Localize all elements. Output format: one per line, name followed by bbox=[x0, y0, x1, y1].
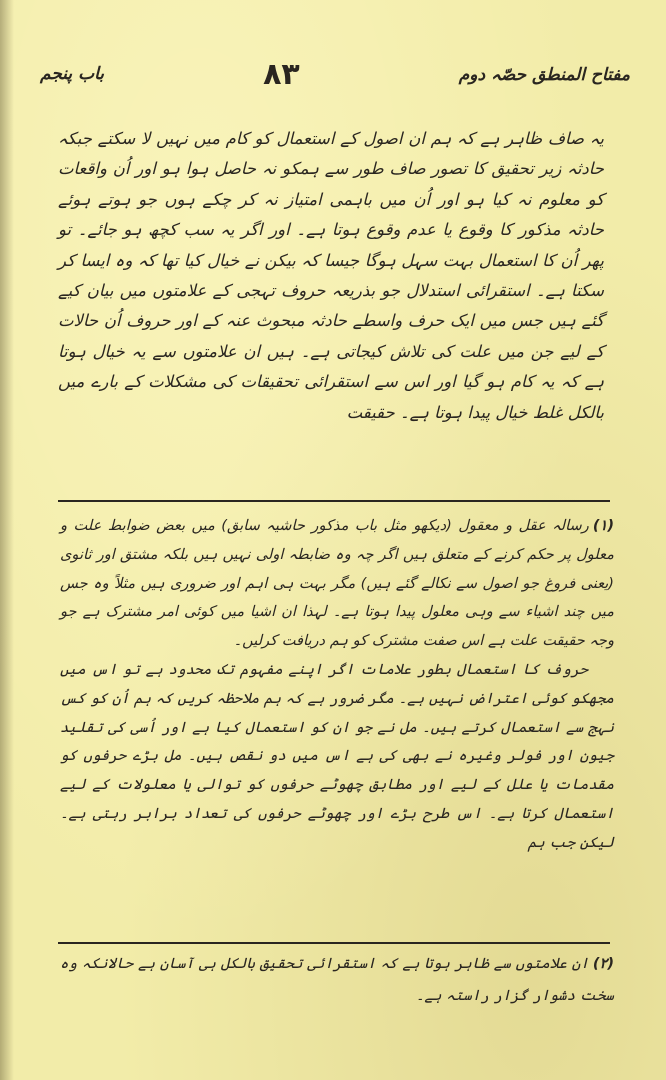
footnote-1-continuation: حروف کا استعمال بطور علامات اگر اپنے مفہوم تک محدود ہے تو اس میں مجھکو کوئی اعتراض نہیں ہے۔ مگر ضرور ہے کہ ہم ملاحظہ کریں کہ ہم اُن کو کس نہج سے استعمال کرتے ہیں۔ مل نے جو ان کو استعمال کیا ہے اور اُسی کی تقلید جیون اور فولر وغیرہ نے بھی کی ہے اس میں دو نقص ہیں۔ مل بڑے حرفوں کو مقدمات یا علل کے لیے اور مطابق چھوٹے حرفوں کو توالی یا معلولات کے لیے استعمال کرتا ہے۔ اس طرح بڑے اور چھوٹے حرفوں کی تعداد برابر رہتی ہے۔ لیکن جب ہم bbox=[60, 660, 614, 851]
page-number: ۸۳ bbox=[263, 56, 300, 92]
footnote-1-marker: (۱) bbox=[592, 517, 614, 534]
chapter-title: باب پنجم bbox=[40, 64, 104, 84]
footnote-2-marker: (۲) bbox=[592, 955, 614, 972]
main-text bbox=[58, 124, 604, 428]
footnote-2-text: ان علامتوں سے ظاہر ہوتا ہے کہ استقرائی تحقیق بالکل ہی آسان ہے حالانکہ وہ سخت دشوار گزار راستہ ہے۔ bbox=[60, 955, 614, 1004]
page-header bbox=[40, 52, 630, 96]
page-edge-shadow bbox=[0, 0, 14, 1080]
footnote-2-paragraph bbox=[60, 948, 614, 1012]
running-title: مفتاح المنطق حصّہ دوم bbox=[458, 64, 630, 85]
footnote-1-text: رسالہ عقل و معقول (دیکھو مثل باب مذکور حاشیہ سابق) میں بعض ضوابط علت و معلول پر حکم کرنے کے متعلق ہیں اگر چہ وہ ضابطہ اولی نہیں ہیں بلکہ مشتق اور ثانوی (یعنی فروغ جو اصول سے نکالے گئے ہیں) مگر بہت ہی اہم اور ضروری ہیں مثلاً وہ جس میں چند اشیاء سے وہی معلول پیدا ہوتا ہے۔ لہذا ان اشیا میں کوئی امر مشترک ہے جو وجہ حقیقت علت ہے اس صفت مشترک کو ہم دریافت کرلیں۔ bbox=[60, 517, 614, 650]
footnote-2 bbox=[60, 948, 614, 1012]
footnote-divider-top bbox=[58, 500, 610, 502]
footnote-1 bbox=[60, 512, 614, 858]
footnote-1-paragraph bbox=[60, 512, 614, 656]
footnote-divider-bottom bbox=[58, 942, 610, 944]
body-paragraph: یہ صاف ظاہر ہے کہ ہم ان اصول کے استعمال کو کام میں نہیں لا سکتے جبکہ حادثہ زیر تحقیق کا تصور صاف طور سے ہمکو نہ حاصل ہوا ہو اور اُن واقعات کو معلوم نہ کیا ہو اور اُن میں باہمی امتیاز نہ کر چکے ہوں جو ہوتے ہوئے حادثہ مذکور کا وقوع یا عدم وقوع ہوتا ہے۔ اور اگر یہ سب کچھ ہو جائے۔ تو پھر اُن کا استعمال بہت سہل ہوگا جیسا کہ بیکن نے خیال کیا تھا کہ وہ ایسا کر سکتا ہے۔ استقرائی استدلال جو بذریعہ حروف تہجی کے علامتوں میں بیان کیے گئے ہیں جس میں ایک حرف واسطے حادثہ مبحوث عنہ کے اور حروف اُن حالات کے لیے جن میں علت کی تلاش کیجاتی ہے۔ ہیں ان علامتوں سے یہ خیال ہوتا ہے کہ یہ کام ہو گیا اور اس سے استقرائی تحقیقات کی مشکلات کے بارے میں بالکل غلط خیال پیدا ہوتا ہے۔ حقیقت bbox=[58, 129, 604, 422]
